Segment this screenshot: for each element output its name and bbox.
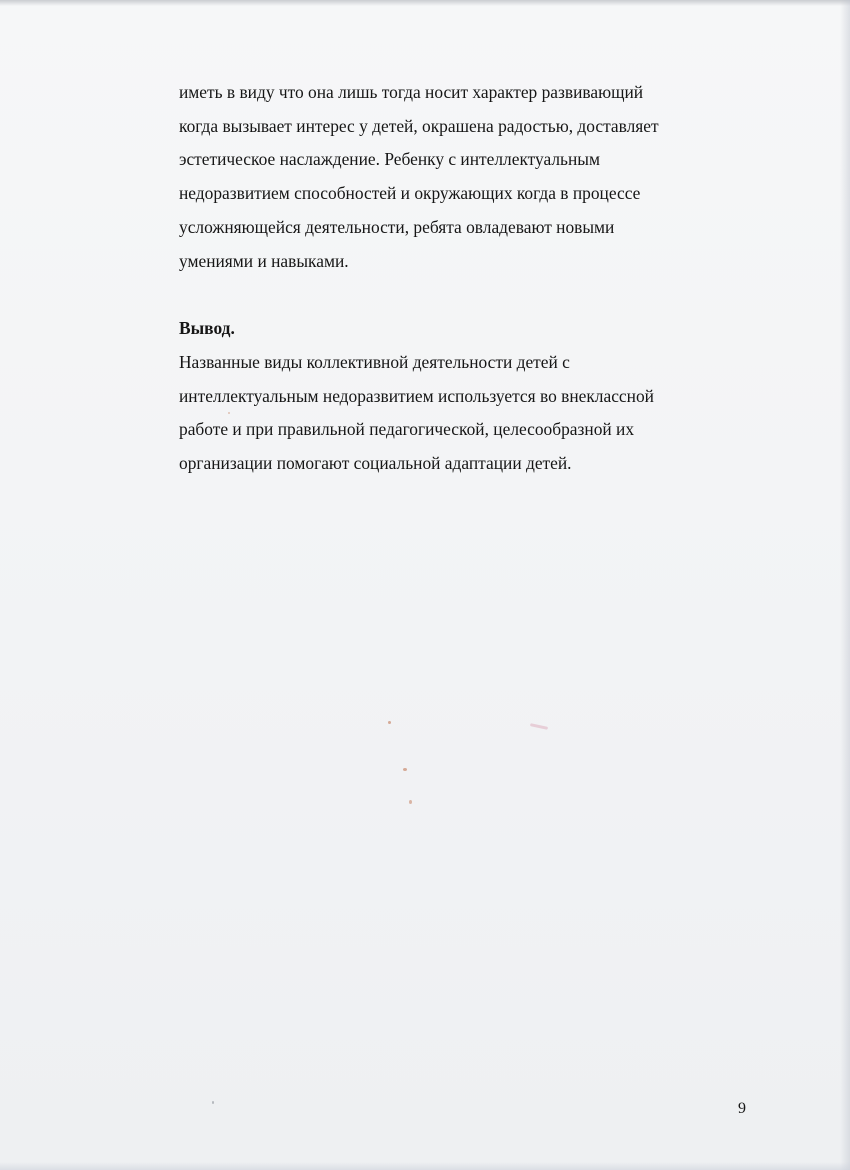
scan-speck [403, 768, 407, 771]
conclusion-line-4: организации помогают социальной адаптации детей. [179, 453, 572, 474]
paragraph-line-2: когда вызывает интерес у детей, окрашена радостью, доставляет [179, 115, 659, 136]
paragraph-line-1: иметь в виду что она лишь тогда носит характер развивающий [179, 82, 644, 102]
scan-speck [388, 721, 391, 724]
paragraph-line-6: умениями и навыками. [179, 250, 349, 271]
scan-top-edge [0, 0, 850, 6]
scan-speck [228, 412, 230, 414]
scan-speck [530, 723, 548, 730]
body-text [179, 76, 739, 481]
scan-speck [409, 800, 412, 804]
conclusion-heading: Вывод. [179, 318, 235, 339]
conclusion-line-3: работе и при правильной педагогической, целесообразной их [179, 419, 635, 440]
page-number: 9 [738, 1100, 746, 1117]
scan-speck [212, 1101, 214, 1104]
scan-right-edge [840, 0, 850, 1170]
paragraph-line-4: недоразвитием способностей и окружающих когда в процессе [179, 183, 641, 204]
paragraph-line-5: усложняющейся деятельности, ребята овладевают новыми [179, 216, 615, 237]
paragraph-line-3: эстетическое наслаждение. Ребенку с интеллектуальным [179, 149, 600, 170]
scan-bottom-edge [0, 1162, 850, 1170]
conclusion-line-2: интеллектуальным недоразвитием используется во внеклассной [179, 385, 654, 406]
conclusion-line-1: Названные виды коллективной деятельности детей с [179, 351, 570, 372]
